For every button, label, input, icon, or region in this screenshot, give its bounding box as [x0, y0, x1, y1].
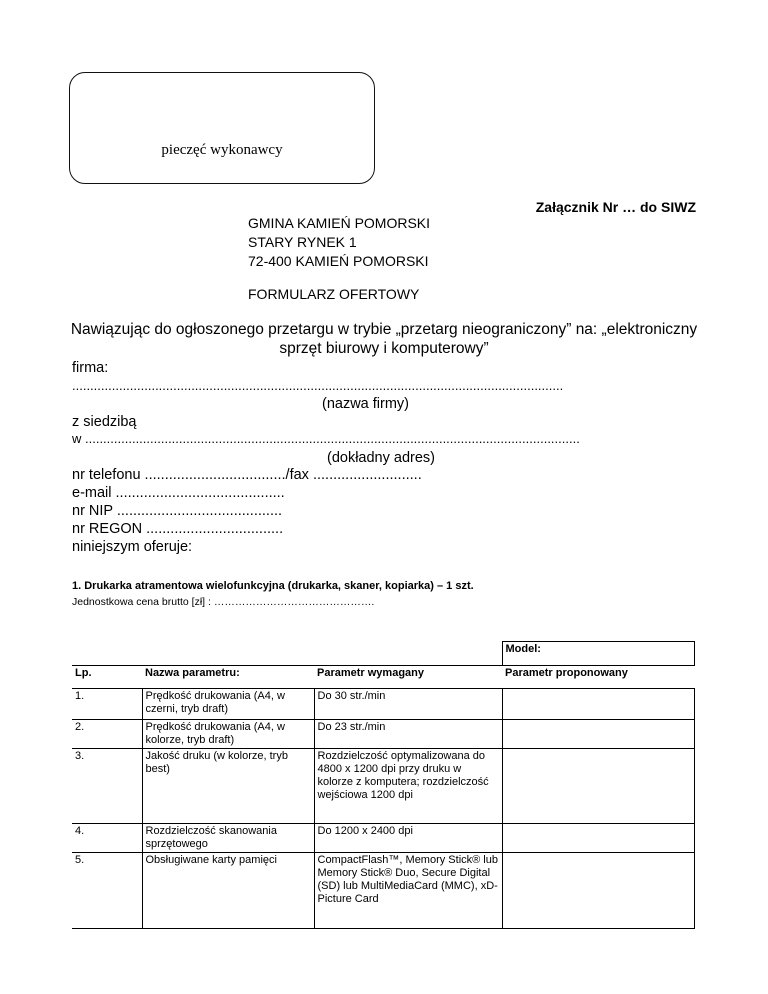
row-lp: 4.	[72, 824, 142, 853]
table-row	[72, 689, 694, 720]
row-proposed-field[interactable]	[502, 853, 694, 929]
unit-price-line: Jednostkowa cena brutto [zł] : ……………………………………….	[72, 596, 375, 608]
row-proposed-field[interactable]	[502, 749, 694, 824]
row-lp: 2.	[72, 720, 142, 749]
row-param-name: Rozdzielczość skanowania sprzętowego	[142, 824, 314, 853]
siedziba-caption: (dokładny adres)	[327, 450, 435, 466]
row-param-name: Prędkość drukowania (A4, w kolorze, tryb draft)	[142, 720, 314, 749]
header-name: Nazwa parametru:	[142, 666, 314, 689]
address-line-1: GMINA KAMIEŃ POMORSKI	[248, 215, 431, 231]
parameters-table	[72, 641, 695, 929]
row-required: Do 23 str./min	[314, 720, 502, 749]
header-required: Parametr wymagany	[314, 666, 502, 689]
section-title: 1. Drukarka atramentowa wielofunkcyjna (drukarka, skaner, kopiarka) – 1 szt.	[72, 580, 474, 592]
table-row	[72, 749, 694, 824]
model-cell	[502, 642, 694, 666]
row-param-name: Prędkość drukowania (A4, w czerni, tryb draft)	[142, 689, 314, 720]
header-proposed: Parametr proponowany	[502, 666, 694, 689]
row-required: Rozdzielczość optymalizowana do 4800 x 1200 dpi przy druku w kolorze z komputera; rozdzielczość wejściowa 1200 dpi	[314, 749, 502, 824]
nip-line: nr NIP .........................................	[72, 503, 283, 519]
row-lp: 5.	[72, 853, 142, 929]
row-required: CompactFlash™, Memory Stick® lub Memory Stick® Duo, Secure Digital (SD) lub MultiMediaCard (MMC), xD-Picture Card	[314, 853, 502, 929]
table-row	[72, 853, 694, 929]
row-lp: 1.	[72, 689, 142, 720]
row-proposed-field[interactable]	[502, 689, 694, 720]
row-required: Do 30 str./min	[314, 689, 502, 720]
attachment-label: Załącznik Nr … do SIWZ	[535, 199, 696, 215]
row-proposed-field[interactable]	[502, 720, 694, 749]
row-proposed-field[interactable]	[502, 824, 694, 853]
header-lp: Lp.	[72, 666, 142, 689]
contractor-stamp-box	[69, 72, 375, 184]
regon-line: nr REGON ..................................	[72, 521, 284, 537]
offer-line: niniejszym oferuje:	[72, 539, 193, 555]
firma-label: firma:	[72, 360, 109, 376]
row-param-name: Obsługiwane karty pamięci	[142, 853, 314, 929]
stamp-label: pieczęć wykonawcy	[161, 142, 283, 158]
phone-fax-line: nr telefonu .................................../fax ...........................	[72, 467, 422, 483]
address-line-2: STARY RYNEK 1	[248, 234, 357, 250]
siedziba-label: z siedzibą	[72, 414, 137, 430]
address-line-3: 72-400 KAMIEŃ POMORSKI	[248, 253, 429, 269]
firma-dots: ........................................................................................................................................	[72, 378, 564, 393]
model-label: Model:	[505, 643, 541, 655]
intro-paragraph: Nawiązując do ogłoszonego przetargu w trybie „przetarg nieograniczony” na: „elektroniczny sprzęt biurowy i komputerowy”	[70, 321, 698, 357]
table-row	[72, 824, 694, 853]
firma-caption: (nazwa firmy)	[322, 396, 410, 412]
email-line: e-mail ..........................................	[72, 485, 285, 501]
siedziba-dots: w .........................................................................................................................................	[72, 431, 580, 446]
form-title: FORMULARZ OFERTOWY	[248, 286, 420, 302]
table-row	[72, 720, 694, 749]
table-header-row	[72, 666, 694, 689]
row-lp: 3.	[72, 749, 142, 824]
row-param-name: Jakość druku (w kolorze, tryb best)	[142, 749, 314, 824]
row-required: Do 1200 x 2400 dpi	[314, 824, 502, 853]
